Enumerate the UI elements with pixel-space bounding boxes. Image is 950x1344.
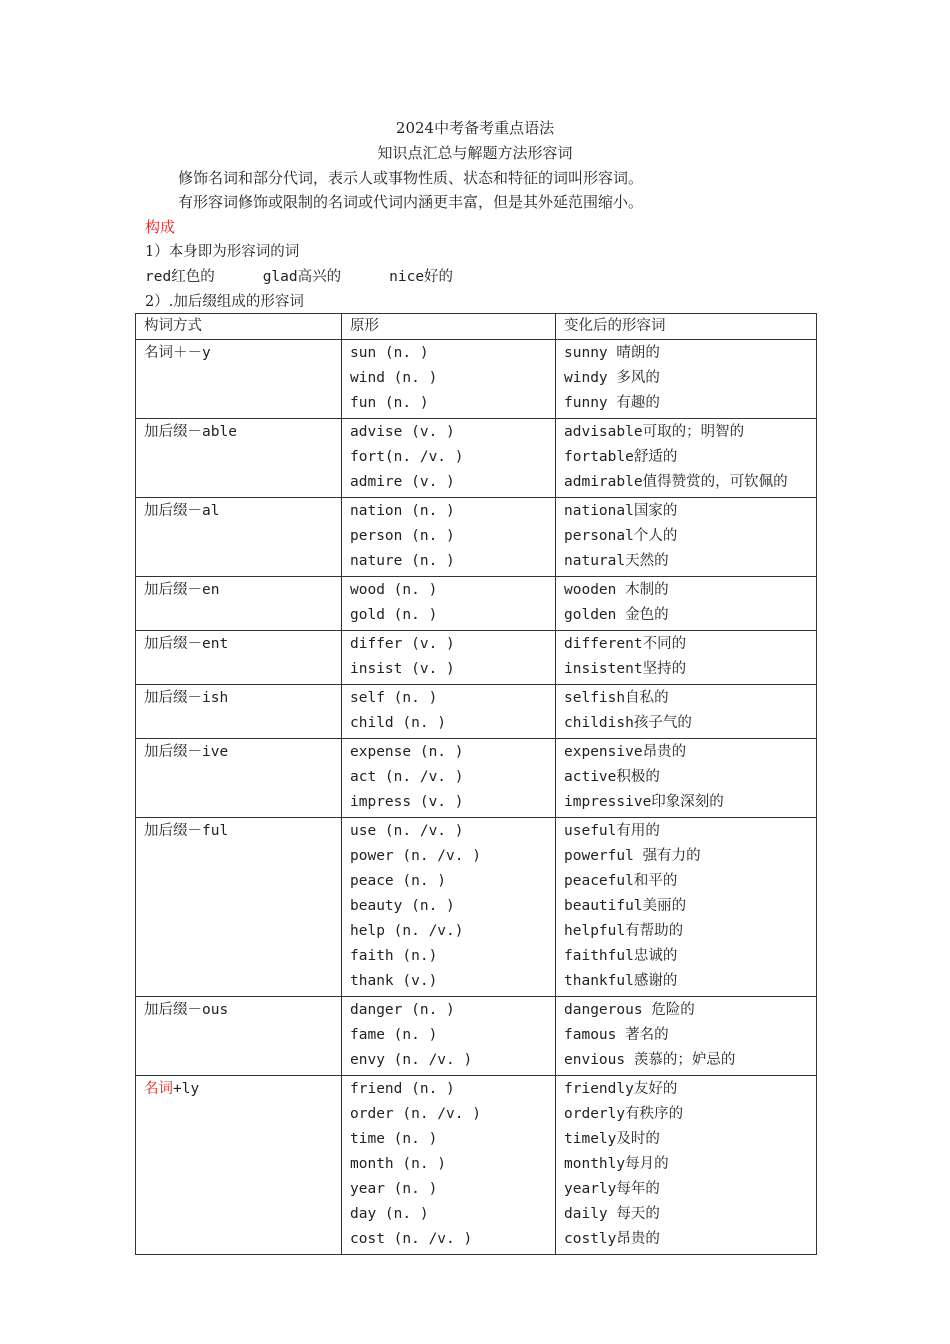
base-word: nature (n. )	[350, 553, 455, 569]
method-label-rest: +ly	[173, 1081, 200, 1097]
base-word: peace (n. )	[350, 873, 447, 889]
result-word: golden 金色的	[564, 607, 669, 623]
base-word: gold (n. )	[350, 607, 438, 623]
result-word: costly昂贵的	[564, 1231, 660, 1247]
method-cell	[136, 419, 342, 498]
table-header-row	[136, 314, 817, 340]
result-cell	[556, 1076, 817, 1255]
example-word: nice好的	[389, 269, 454, 285]
method-cell	[136, 498, 342, 577]
result-word: helpful有帮助的	[564, 923, 684, 939]
base-word: self (n. )	[350, 690, 438, 706]
result-cell	[556, 340, 817, 419]
result-word: different不同的	[564, 636, 687, 652]
base-cell	[342, 997, 556, 1076]
method-cell	[136, 340, 342, 419]
table-row	[136, 818, 817, 997]
result-word: useful有用的	[564, 823, 660, 839]
base-cell	[342, 739, 556, 818]
table-row	[136, 739, 817, 818]
result-word: faithful忠诚的	[564, 948, 678, 964]
result-word: dangerous 危险的	[564, 1002, 695, 1018]
result-word: impressive印象深刻的	[564, 794, 724, 810]
item1-heading: 1）本身即为形容词的词	[145, 244, 300, 260]
method-cell	[136, 577, 342, 631]
base-cell	[342, 631, 556, 685]
base-word: use (n. /v. )	[350, 823, 464, 839]
suffix-table	[135, 313, 817, 1255]
item2-heading: 2）.加后缀组成的形容词	[145, 294, 304, 310]
base-cell	[342, 1076, 556, 1255]
base-word: insist (v. )	[350, 661, 455, 677]
result-word: selfish自私的	[564, 690, 669, 706]
base-word: sun (n. )	[350, 345, 429, 361]
result-cell	[556, 818, 817, 997]
base-word: act (n. /v. )	[350, 769, 464, 785]
base-word: help (n. /v.)	[350, 923, 464, 939]
result-word: sunny 晴朗的	[564, 345, 660, 361]
base-word: day (n. )	[350, 1206, 429, 1222]
result-word: wooden 木制的	[564, 582, 669, 598]
item1-examples	[145, 266, 453, 288]
result-word: admirable值得赞赏的，可钦佩的	[564, 474, 788, 490]
method-cell	[136, 685, 342, 739]
example-word: red红色的	[145, 269, 215, 285]
doc-title: 2024中考备考重点语法	[395, 119, 555, 137]
base-word: envy (n. /v. )	[350, 1052, 473, 1068]
base-word: fun (n. )	[350, 395, 429, 411]
base-word: beauty (n. )	[350, 898, 455, 914]
result-cell	[556, 498, 817, 577]
result-word: windy 多风的	[564, 370, 660, 386]
base-word: time (n. )	[350, 1131, 438, 1147]
result-word: national国家的	[564, 503, 678, 519]
base-word: expense (n. )	[350, 744, 464, 760]
example-word: glad高兴的	[262, 269, 342, 285]
method-label: 加后缀－ish	[144, 690, 229, 706]
table-row	[136, 340, 817, 419]
base-word: danger (n. )	[350, 1002, 455, 1018]
table-body	[136, 340, 817, 1255]
base-word: order (n. /v. )	[350, 1106, 481, 1122]
doc-subtitle: 知识点汇总与解题方法形容词	[377, 144, 573, 162]
base-word: wood (n. )	[350, 582, 438, 598]
base-word: advise (v. )	[350, 424, 455, 440]
result-word: active积极的	[564, 769, 660, 785]
base-word: year (n. )	[350, 1181, 438, 1197]
result-cell	[556, 997, 817, 1076]
result-word: powerful 强有力的	[564, 848, 701, 864]
result-cell	[556, 419, 817, 498]
method-label: 加后缀－ful	[144, 823, 229, 839]
base-cell	[342, 818, 556, 997]
header-base: 原形	[342, 314, 556, 340]
base-word: month (n. )	[350, 1156, 447, 1172]
table-row	[136, 498, 817, 577]
result-word: envious 羡慕的；妒忌的	[564, 1052, 736, 1068]
result-word: thankful感谢的	[564, 973, 678, 989]
result-cell	[556, 739, 817, 818]
result-word: fortable舒适的	[564, 449, 678, 465]
base-word: cost (n. /v. )	[350, 1231, 473, 1247]
base-word: impress (v. )	[350, 794, 464, 810]
base-cell	[342, 419, 556, 498]
result-word: insistent坚持的	[564, 661, 687, 677]
result-cell	[556, 631, 817, 685]
base-word: person (n. )	[350, 528, 455, 544]
method-cell	[136, 997, 342, 1076]
intro-paragraph-2: 有形容词修饰或限制的名词或代词内涵更丰富，但是其外延范围缩小。	[178, 193, 644, 211]
method-cell	[136, 1076, 342, 1255]
method-label: 名词＋－y	[144, 345, 211, 361]
base-word: fame (n. )	[350, 1027, 438, 1043]
result-word: timely及时的	[564, 1131, 660, 1147]
method-cell	[136, 631, 342, 685]
method-label: 加后缀－ent	[144, 636, 229, 652]
section-heading: 构成	[145, 218, 176, 236]
table-row	[136, 577, 817, 631]
header-result: 变化后的形容词	[556, 314, 817, 340]
result-word: orderly有秩序的	[564, 1106, 684, 1122]
base-word: nation (n. )	[350, 503, 455, 519]
table-row	[136, 1076, 817, 1255]
base-word: friend (n. )	[350, 1081, 455, 1097]
result-word: childish孩子气的	[564, 715, 692, 731]
base-cell	[342, 498, 556, 577]
header-method: 构词方式	[136, 314, 342, 340]
table-row	[136, 997, 817, 1076]
result-word: natural天然的	[564, 553, 669, 569]
base-cell	[342, 340, 556, 419]
intro-paragraph-1: 修饰名词和部分代词，表示人或事物性质、状态和特征的词叫形容词。	[178, 169, 644, 187]
result-word: friendly友好的	[564, 1081, 678, 1097]
result-word: advisable可取的；明智的	[564, 424, 745, 440]
base-word: child (n. )	[350, 715, 447, 731]
table-row	[136, 685, 817, 739]
base-word: power (n. /v. )	[350, 848, 481, 864]
result-word: beautiful美丽的	[564, 898, 687, 914]
method-label-highlight: 名词	[144, 1081, 173, 1097]
result-word: monthly每月的	[564, 1156, 669, 1172]
result-word: peaceful和平的	[564, 873, 678, 889]
method-label: 加后缀－able	[144, 424, 237, 440]
table-row	[136, 631, 817, 685]
base-word: faith (n.)	[350, 948, 438, 964]
method-label: 加后缀－ous	[144, 1002, 229, 1018]
base-word: admire (v. )	[350, 474, 455, 490]
method-cell	[136, 818, 342, 997]
result-cell	[556, 685, 817, 739]
result-word: famous 著名的	[564, 1027, 669, 1043]
result-word: expensive昂贵的	[564, 744, 687, 760]
method-label: 加后缀－al	[144, 503, 220, 519]
result-cell	[556, 577, 817, 631]
result-word: yearly每年的	[564, 1181, 660, 1197]
base-word: thank (v.)	[350, 973, 438, 989]
method-label	[144, 1077, 333, 1102]
base-cell	[342, 685, 556, 739]
result-word: personal个人的	[564, 528, 678, 544]
base-word: differ (v. )	[350, 636, 455, 652]
result-word: daily 每天的	[564, 1206, 660, 1222]
method-cell	[136, 739, 342, 818]
base-word: fort(n. /v. )	[350, 449, 464, 465]
method-label: 加后缀－ive	[144, 744, 229, 760]
method-label: 加后缀－en	[144, 582, 220, 598]
result-word: funny 有趣的	[564, 395, 660, 411]
base-word: wind (n. )	[350, 370, 438, 386]
table-row	[136, 419, 817, 498]
base-cell	[342, 577, 556, 631]
